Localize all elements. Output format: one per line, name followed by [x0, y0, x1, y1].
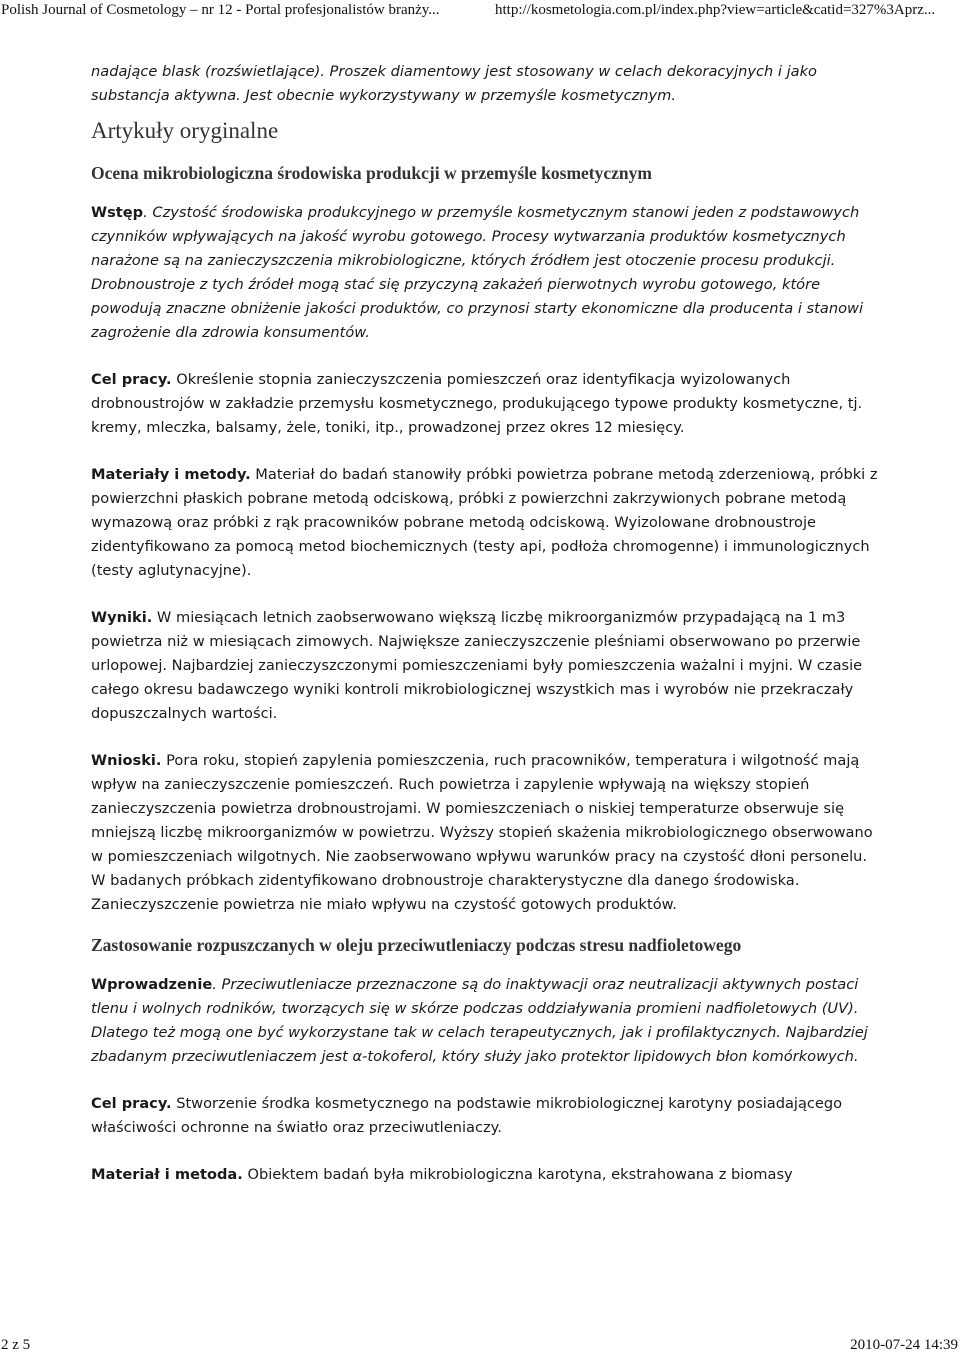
wstep-text: . Czystość środowiska produkcyjnego w przemyśle kosmetycznym stanowi jeden z podstawowych czynników wpływających na jakość wyrobu gotowego. Procesy wytwarzania produktów kosmetycznych narażone są na zanieczyszczenia mikrobiologiczne, których źródłem jest otoczenie procesu produkcji. Drobnoustroje z tych źródeł mogą stać się przyczyną zakażeń pierwotnych wyrobu gotowego, które powodują znaczne obniżenie jakości produktów, co przynosi starty ekonomiczne dla producenta i stanowi zagrożenie dla zdrowia konsumentów.	[91, 204, 863, 341]
print-timestamp: 2010-07-24 14:39	[850, 1337, 958, 1353]
article2-cel	[91, 1092, 881, 1140]
cel2-label: Cel pracy.	[91, 1095, 172, 1112]
article2-wprowadzenie	[91, 973, 881, 1069]
article1-cel	[91, 368, 881, 440]
material2-label: Materiał i metoda.	[91, 1166, 243, 1183]
article1-title: Ocena mikrobiologiczna środowiska produkcji w przemyśle kosmetycznym	[91, 163, 652, 183]
article2-material	[91, 1163, 881, 1187]
page-number: 2 z 5	[1, 1337, 31, 1353]
print-header	[0, 2, 960, 24]
cel-text: Określenie stopnia zanieczyszczenia pomieszczeń oraz identyfikacja wyizolowanych drobnoustrojów w zakładzie przemysłu kosmetycznego, produkującego typowe produkty kosmetyczne, tj. kremy, mleczka, balsamy, żele, toniki, itp., prowadzonej przez okres 12 miesięcy.	[91, 371, 863, 436]
wnioski-label: Wnioski.	[91, 752, 162, 769]
materialy-label: Materiały i metody.	[91, 466, 251, 483]
section-title: Artykuły oryginalne	[91, 118, 279, 143]
material2-text: Obiektem badań była mikrobiologiczna karotyna, ekstrahowana z biomasy	[242, 1166, 793, 1183]
article1-wnioski	[91, 749, 881, 917]
header-page-title: Polish Journal of Cosmetology – nr 12 - Portal profesjonalistów branży...	[1, 2, 440, 18]
article1-wyniki	[91, 606, 881, 726]
wprowadzenie-label: Wprowadzenie	[91, 976, 213, 993]
materialy-text: Materiał do badań stanowiły próbki powietrza pobrane metodą zderzeniową, próbki z powierzchni płaskich pobrane metodą odciskową, próbki z powierzchni zakrzywionych pobrane metodą wymazową oraz próbki z rąk pracowników pobrane metodą odciskową. Wyizolowane drobnoustroje zidentyfikowano za pomocą metod biochemicznych (testy api, podłoża chromogenne) i immunologicznych (testy aglutynacyjne).	[91, 466, 878, 579]
wyniki-text: W miesiącach letnich zaobserwowano większą liczbę mikroorganizmów przypadającą na 1 m3 powietrza niż w miesiącach zimowych. Największe zanieczyszczenie pleśniami obserwowano po przerwie urlopowej. Najbardziej zanieczyszczonymi pomieszczeniami były pomieszczenia ważalni i myjni. W czasie całego okresu badawczego wyniki kontroli mikrobiologicznej wszystkich mas i wyrobów nie przekraczały dopuszczalnych wartości.	[91, 609, 863, 722]
article2-title: Zastosowanie rozpuszczanych w oleju przeciwutleniaczy podczas stresu nadfioletowego	[91, 935, 742, 955]
article-content	[91, 60, 881, 1187]
print-footer	[0, 1337, 960, 1357]
wnioski-text: Pora roku, stopień zapylenia pomieszczenia, ruch pracowników, temperatura i wilgotność mają wpływ na zanieczyszczenie pomieszczeń. Ruch powietrza i zapylenie wpływają na większy stopień zanieczyszczenia powietrza drobnoustrojami. W pomieszczeniach o niskiej temperaturze obserwuje się mniejszą liczbę mikroorganizmów w powietrzu. Wyższy stopień skażenia mikrobiologicznego obserwowano w pomieszczeniach wilgotnych. Nie zaobserwowano wpływu warunków pracy na czystość dłoni personelu. W badanych próbkach zidentyfikowano drobnoustroje charakterystyczne dla danego środowiska. Zanieczyszczenie powietrza nie miało wpływu na czystość gotowych produktów.	[91, 752, 873, 913]
wprowadzenie-text: . Przeciwutleniacze przeznaczone są do inaktywacji oraz neutralizacji aktywnych postaci tlenu i wolnych rodników, tworzących się w skórze podczas oddziaływania promieni nadfioletowych (UV). Dlatego też mogą one być wykorzystane tak w celach terapeutycznych, jak i profilaktycznych. Najbardziej zbadanym przeciwutleniaczem jest α-tokoferol, który służy jako protektor lipidowych błon komórkowych.	[91, 976, 868, 1065]
article1-materialy	[91, 463, 881, 583]
cel-label: Cel pracy.	[91, 371, 172, 388]
cel2-text: Stworzenie środka kosmetycznego na podstawie mikrobiologicznej karotyny posiadającego właściwości ochronne na światło oraz przeciwutleniaczy.	[91, 1095, 843, 1136]
wyniki-label: Wyniki.	[91, 609, 153, 626]
article1-wstep	[91, 201, 881, 345]
wstep-label: Wstęp	[91, 204, 144, 221]
header-url: http://kosmetologia.com.pl/index.php?view=article&catid=327%3Aprz...	[495, 2, 936, 18]
intro-paragraph: nadające blask (rozświetlające). Proszek diamentowy jest stosowany w celach dekoracyjnych i jako substancja aktywna. Jest obecnie wykorzystywany w przemyśle kosmetycznym.	[91, 63, 817, 104]
